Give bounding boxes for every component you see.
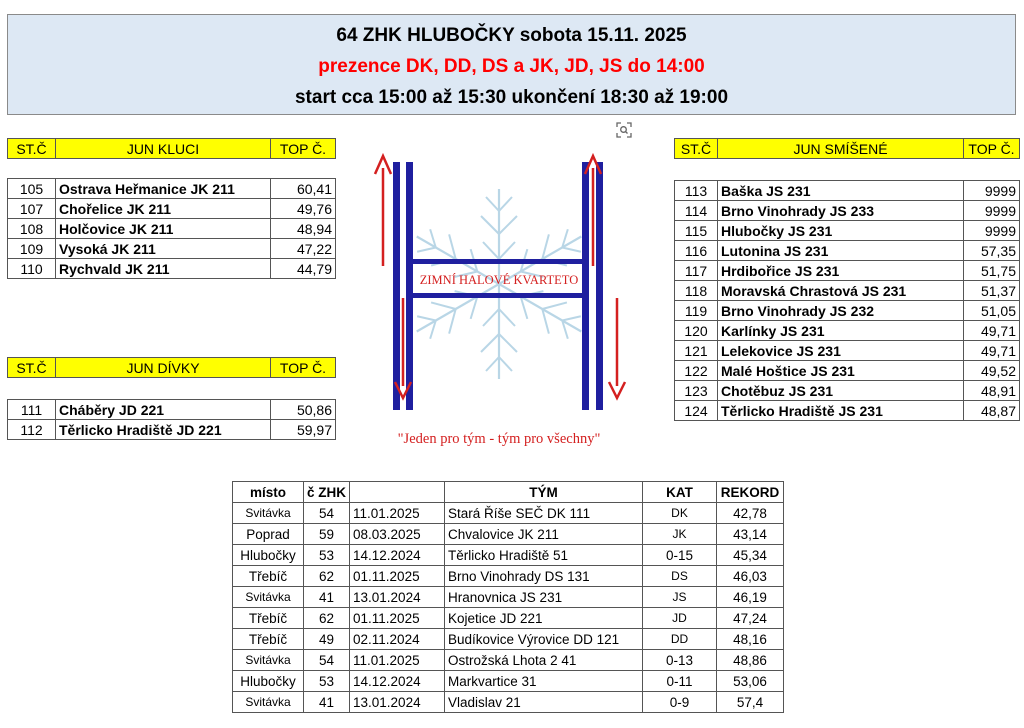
table-row bbox=[8, 239, 336, 259]
top-time: 60,41 bbox=[271, 179, 336, 199]
table-row bbox=[233, 629, 784, 650]
table-row bbox=[8, 179, 336, 199]
team-name: Ostrožská Lhota 2 41 bbox=[445, 650, 643, 671]
table-row bbox=[675, 261, 1020, 281]
logo-title: ZIMNÍ HALOVÉ KVARTETO bbox=[419, 273, 579, 287]
logo-kvarteto bbox=[367, 148, 631, 454]
start-number: 105 bbox=[8, 179, 56, 199]
top-time: 47,22 bbox=[271, 239, 336, 259]
team-name: Baška JS 231 bbox=[718, 181, 964, 201]
zhk-number: 62 bbox=[304, 608, 350, 629]
top-time: 9999 bbox=[964, 181, 1020, 201]
zhk-number: 41 bbox=[304, 692, 350, 713]
table-row bbox=[675, 401, 1020, 421]
date: 11.01.2025 bbox=[350, 503, 445, 524]
table-row bbox=[675, 321, 1020, 341]
table-row bbox=[233, 650, 784, 671]
category: 0-9 bbox=[643, 692, 717, 713]
start-number: 112 bbox=[8, 420, 56, 440]
record-time: 42,78 bbox=[717, 503, 784, 524]
start-number: 119 bbox=[675, 301, 718, 321]
record-time: 43,14 bbox=[717, 524, 784, 545]
top-time: 59,97 bbox=[271, 420, 336, 440]
records-table bbox=[232, 481, 784, 713]
table-row bbox=[675, 381, 1020, 401]
col-top-header: TOP Č. bbox=[271, 139, 336, 159]
table-row bbox=[233, 545, 784, 566]
record-time: 46,19 bbox=[717, 587, 784, 608]
team-name: Kojetice JD 221 bbox=[445, 608, 643, 629]
team-name: Lutonina JS 231 bbox=[718, 241, 964, 261]
table-header bbox=[233, 482, 784, 503]
start-number: 116 bbox=[675, 241, 718, 261]
start-number: 114 bbox=[675, 201, 718, 221]
team-name: Rychvald JK 211 bbox=[56, 259, 271, 279]
date: 01.11.2025 bbox=[350, 566, 445, 587]
start-number: 118 bbox=[675, 281, 718, 301]
table-header bbox=[675, 139, 1020, 159]
start-number: 113 bbox=[675, 181, 718, 201]
category: 0-11 bbox=[643, 671, 717, 692]
date: 14.12.2024 bbox=[350, 671, 445, 692]
category: DS bbox=[643, 566, 717, 587]
top-time: 50,86 bbox=[271, 400, 336, 420]
start-number: 121 bbox=[675, 341, 718, 361]
team-name: Karlínky JS 231 bbox=[718, 321, 964, 341]
table-row bbox=[675, 361, 1020, 381]
date: 13.01.2024 bbox=[350, 587, 445, 608]
record-time: 48,86 bbox=[717, 650, 784, 671]
table-row bbox=[233, 671, 784, 692]
place: Svitávka bbox=[233, 650, 304, 671]
zhk-number: 53 bbox=[304, 671, 350, 692]
team-name: Těrlicko Hradiště JS 231 bbox=[718, 401, 964, 421]
record-time: 48,16 bbox=[717, 629, 784, 650]
date: 01.11.2025 bbox=[350, 608, 445, 629]
col-record-header: REKORD bbox=[717, 482, 784, 503]
category: DK bbox=[643, 503, 717, 524]
place: Třebíč bbox=[233, 566, 304, 587]
col-team-header: JUN SMÍŠENÉ bbox=[718, 139, 964, 159]
place: Hlubočky bbox=[233, 545, 304, 566]
team-name: Budíkovice Výrovice DD 121 bbox=[445, 629, 643, 650]
team-name: Chvalovice JK 211 bbox=[445, 524, 643, 545]
team-name: Brno Vinohrady JS 232 bbox=[718, 301, 964, 321]
date: 02.11.2024 bbox=[350, 629, 445, 650]
top-time: 48,94 bbox=[271, 219, 336, 239]
start-number: 107 bbox=[8, 199, 56, 219]
col-num-header: ST.Č bbox=[8, 139, 56, 159]
team-name: Hranovnica JS 231 bbox=[445, 587, 643, 608]
table-row bbox=[675, 301, 1020, 321]
table-header bbox=[8, 358, 336, 378]
place: Svitávka bbox=[233, 692, 304, 713]
table-jun-divky bbox=[7, 357, 336, 440]
top-time: 48,87 bbox=[964, 401, 1020, 421]
zhk-number: 49 bbox=[304, 629, 350, 650]
category: JK bbox=[643, 524, 717, 545]
place: Třebíč bbox=[233, 608, 304, 629]
top-time: 44,79 bbox=[271, 259, 336, 279]
zhk-number: 62 bbox=[304, 566, 350, 587]
table-jun-smisene bbox=[674, 138, 1020, 421]
arrow-up-icon bbox=[375, 156, 391, 266]
team-name: Hrdibořice JS 231 bbox=[718, 261, 964, 281]
table-row bbox=[233, 692, 784, 713]
category: DD bbox=[643, 629, 717, 650]
table-row bbox=[675, 221, 1020, 241]
col-top-header: TOP Č. bbox=[271, 358, 336, 378]
col-zhk-header: č ZHK bbox=[304, 482, 350, 503]
place: Hlubočky bbox=[233, 671, 304, 692]
table-row bbox=[233, 608, 784, 629]
zhk-number: 54 bbox=[304, 650, 350, 671]
table-row bbox=[8, 259, 336, 279]
record-time: 53,06 bbox=[717, 671, 784, 692]
team-name: Stará Říše SEČ DK 111 bbox=[445, 503, 643, 524]
start-number: 122 bbox=[675, 361, 718, 381]
team-name: Cháběry JD 221 bbox=[56, 400, 271, 420]
arrow-down-icon bbox=[609, 298, 625, 398]
col-team-header: JUN KLUCI bbox=[56, 139, 271, 159]
col-kat-header: KAT bbox=[643, 482, 717, 503]
col-num-header: ST.Č bbox=[675, 139, 718, 159]
top-time: 49,76 bbox=[271, 199, 336, 219]
zhk-number: 59 bbox=[304, 524, 350, 545]
record-time: 47,24 bbox=[717, 608, 784, 629]
team-name: Chořelice JK 211 bbox=[56, 199, 271, 219]
category: JS bbox=[643, 587, 717, 608]
team-name: Těrlicko Hradiště 51 bbox=[445, 545, 643, 566]
table-row bbox=[233, 587, 784, 608]
date: 14.12.2024 bbox=[350, 545, 445, 566]
team-name: Ostrava Heřmanice JK 211 bbox=[56, 179, 271, 199]
registration-info: prezence DK, DD, DS a JK, JD, JS do 14:00 bbox=[318, 56, 705, 77]
start-number: 117 bbox=[675, 261, 718, 281]
start-number: 111 bbox=[8, 400, 56, 420]
zhk-number: 53 bbox=[304, 545, 350, 566]
team-name: Markvartice 31 bbox=[445, 671, 643, 692]
top-time: 9999 bbox=[964, 221, 1020, 241]
col-top-header: TOP Č. bbox=[964, 139, 1020, 159]
table-row bbox=[675, 241, 1020, 261]
table-row bbox=[233, 566, 784, 587]
table-row bbox=[8, 400, 336, 420]
top-time: 9999 bbox=[964, 201, 1020, 221]
table-jun-kluci bbox=[7, 138, 336, 279]
start-number: 124 bbox=[675, 401, 718, 421]
date: 13.01.2024 bbox=[350, 692, 445, 713]
col-date-header bbox=[350, 482, 445, 503]
date: 11.01.2025 bbox=[350, 650, 445, 671]
team-name: Malé Hoštice JS 231 bbox=[718, 361, 964, 381]
team-name: Holčovice JK 211 bbox=[56, 219, 271, 239]
start-number: 120 bbox=[675, 321, 718, 341]
zhk-number: 54 bbox=[304, 503, 350, 524]
top-time: 57,35 bbox=[964, 241, 1020, 261]
start-number: 115 bbox=[675, 221, 718, 241]
date: 08.03.2025 bbox=[350, 524, 445, 545]
top-time: 49,52 bbox=[964, 361, 1020, 381]
col-num-header: ST.Č bbox=[8, 358, 56, 378]
team-name: Těrlicko Hradiště JD 221 bbox=[56, 420, 271, 440]
table-row bbox=[8, 219, 336, 239]
start-number: 109 bbox=[8, 239, 56, 259]
top-time: 51,37 bbox=[964, 281, 1020, 301]
logo-motto: "Jeden pro tým - tým pro všechny" bbox=[397, 431, 601, 447]
category: 0-15 bbox=[643, 545, 717, 566]
table-header bbox=[8, 139, 336, 159]
team-name: Moravská Chrastová JS 231 bbox=[718, 281, 964, 301]
table-row bbox=[233, 524, 784, 545]
top-time: 51,05 bbox=[964, 301, 1020, 321]
zoom-icon[interactable] bbox=[616, 122, 632, 141]
col-team-header: TÝM bbox=[445, 482, 643, 503]
start-number: 123 bbox=[675, 381, 718, 401]
category: 0-13 bbox=[643, 650, 717, 671]
start-info: start cca 15:00 až 15:30 ukončení 18:30 až 19:00 bbox=[294, 87, 729, 108]
team-name: Brno Vinohrady JS 233 bbox=[718, 201, 964, 221]
place: Svitávka bbox=[233, 503, 304, 524]
header-banner bbox=[7, 14, 1016, 115]
team-name: Vladislav 21 bbox=[445, 692, 643, 713]
table-row bbox=[8, 420, 336, 440]
team-name: Chotěbuz JS 231 bbox=[718, 381, 964, 401]
category: JD bbox=[643, 608, 717, 629]
start-number: 110 bbox=[8, 259, 56, 279]
top-time: 49,71 bbox=[964, 321, 1020, 341]
table-row bbox=[675, 181, 1020, 201]
zhk-number: 41 bbox=[304, 587, 350, 608]
top-time: 49,71 bbox=[964, 341, 1020, 361]
table-row bbox=[8, 199, 336, 219]
start-number: 108 bbox=[8, 219, 56, 239]
table-row bbox=[675, 341, 1020, 361]
col-team-header: JUN DÍVKY bbox=[56, 358, 271, 378]
top-time: 51,75 bbox=[964, 261, 1020, 281]
logo-graphic bbox=[367, 148, 631, 454]
record-time: 46,03 bbox=[717, 566, 784, 587]
table-row bbox=[233, 503, 784, 524]
table-row bbox=[675, 201, 1020, 221]
place: Poprad bbox=[233, 524, 304, 545]
team-name: Brno Vinohrady DS 131 bbox=[445, 566, 643, 587]
place: Třebíč bbox=[233, 629, 304, 650]
place: Svitávka bbox=[233, 587, 304, 608]
event-title: 64 ZHK HLUBOČKY sobota 15.11. 2025 bbox=[336, 25, 687, 46]
table-row bbox=[675, 281, 1020, 301]
record-time: 45,34 bbox=[717, 545, 784, 566]
team-name: Hlubočky JS 231 bbox=[718, 221, 964, 241]
team-name: Lelekovice JS 231 bbox=[718, 341, 964, 361]
record-time: 57,4 bbox=[717, 692, 784, 713]
team-name: Vysoká JK 211 bbox=[56, 239, 271, 259]
top-time: 48,91 bbox=[964, 381, 1020, 401]
col-place-header: místo bbox=[233, 482, 304, 503]
